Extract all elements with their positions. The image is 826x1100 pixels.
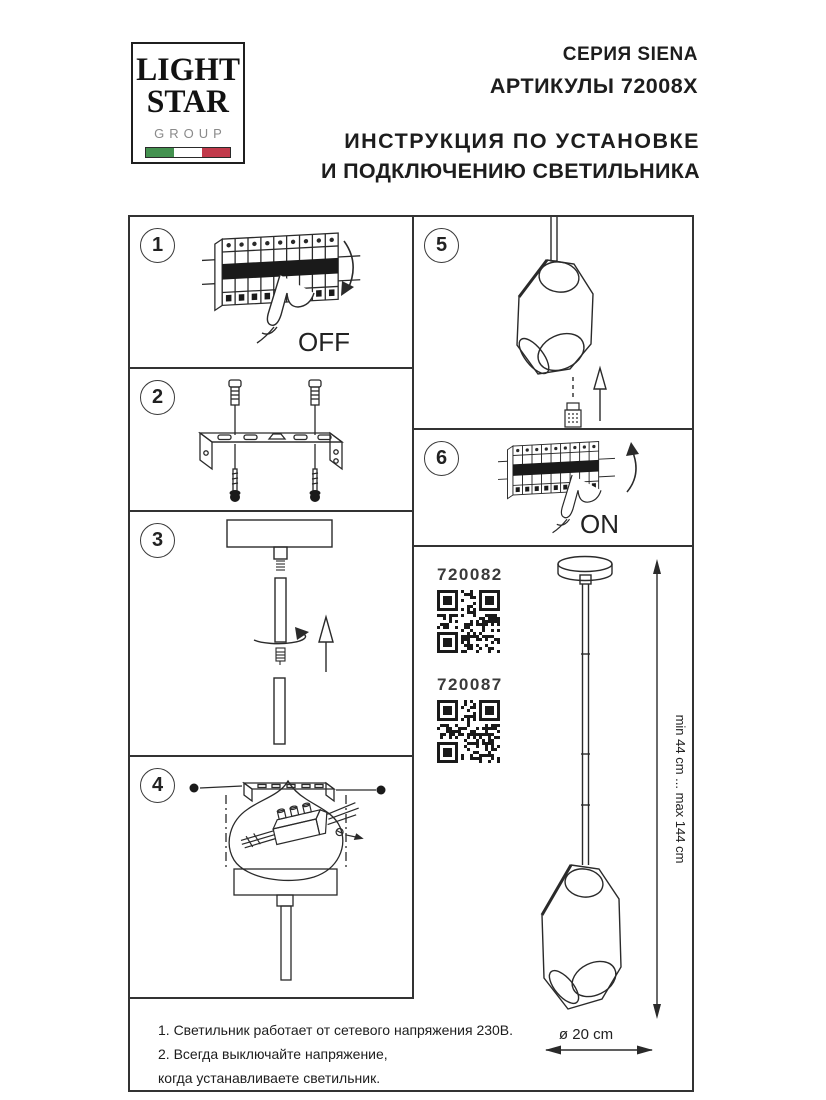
page-title — [321, 129, 700, 184]
height-dimension-label: min 44 cm ... max 144 cm — [673, 714, 688, 864]
article-number-2: 720087 — [437, 675, 503, 694]
off-label: OFF — [298, 327, 350, 357]
note-line-3: когда устанавливаете светильник. — [158, 1070, 381, 1086]
step-2-number: 2 — [140, 380, 175, 415]
arrow-up-icon — [626, 442, 639, 492]
arrow-up-icon — [319, 617, 333, 672]
bulb-icon — [565, 403, 581, 427]
step-5-panel — [414, 217, 694, 430]
anchor-icon — [309, 380, 321, 435]
qr-code-720082 — [437, 590, 500, 653]
step-6-number: 6 — [424, 441, 459, 476]
step-1-number: 1 — [140, 228, 175, 263]
screw-icon — [336, 786, 386, 795]
arrow-down-icon — [341, 241, 354, 296]
step-4-panel — [130, 757, 412, 999]
rod-upper — [275, 578, 286, 642]
lightstar-logo — [131, 42, 245, 164]
mounting-bracket — [200, 433, 342, 469]
telescopic-rod — [581, 584, 590, 865]
screw-icon — [190, 784, 243, 793]
step-4-number: 4 — [140, 768, 175, 803]
rod-lower — [274, 678, 285, 744]
dimensions-illustration — [414, 547, 694, 1092]
step-2-panel — [130, 369, 412, 512]
logo-light: LIGHT — [136, 52, 240, 88]
title-line1: ИНСТРУКЦИЯ ПО УСТАНОВКЕ — [344, 129, 700, 153]
article-number-1: 720082 — [437, 565, 503, 584]
flag-red — [202, 148, 230, 157]
note-line-2: 2. Всегда выключайте напряжение, — [158, 1046, 388, 1062]
title-line2: И ПОДКЛЮЧЕНИЮ СВЕТИЛЬНИКА — [321, 159, 700, 183]
height-dimension — [653, 559, 661, 1019]
step-3-number: 3 — [140, 523, 175, 558]
ceiling-plate — [227, 520, 332, 547]
flag-white — [174, 148, 202, 157]
mounting-bracket — [244, 783, 334, 801]
note-line-1: 1. Светильник работает от сетевого напряжения 230В. — [158, 1022, 514, 1038]
qr-code-720087 — [437, 700, 500, 763]
arrow-up-icon — [594, 368, 606, 421]
logo-star: STAR — [146, 84, 230, 120]
rod — [551, 217, 557, 261]
flag-green — [146, 148, 174, 157]
safety-notes — [158, 1018, 558, 1090]
breaker-on-illustration — [414, 430, 694, 547]
series-title: СЕРИЯ SIENA — [562, 44, 698, 65]
on-label: ON — [580, 509, 619, 539]
lamp-shade — [542, 865, 622, 1009]
rod — [281, 906, 291, 980]
steps-grid — [128, 215, 694, 1092]
rotate-arrow-icon — [254, 627, 309, 644]
step-3-panel — [130, 512, 412, 757]
logo-group: GROUP — [154, 126, 227, 141]
spec-panel — [414, 547, 694, 1092]
diameter-dimension — [545, 1046, 653, 1055]
step-1-panel — [130, 217, 412, 369]
step-6-panel — [414, 430, 694, 547]
diameter-dimension-label: ø 20 cm — [558, 1026, 614, 1043]
screw-icon — [310, 444, 321, 502]
lamp-shade — [514, 259, 593, 378]
ceiling-cup — [558, 557, 612, 585]
step-5-number: 5 — [424, 228, 459, 263]
italian-flag-icon — [145, 147, 231, 158]
articles-title: АРТИКУЛЫ 72008X — [489, 74, 698, 98]
screw-icon — [230, 444, 241, 502]
anchor-icon — [229, 380, 241, 435]
